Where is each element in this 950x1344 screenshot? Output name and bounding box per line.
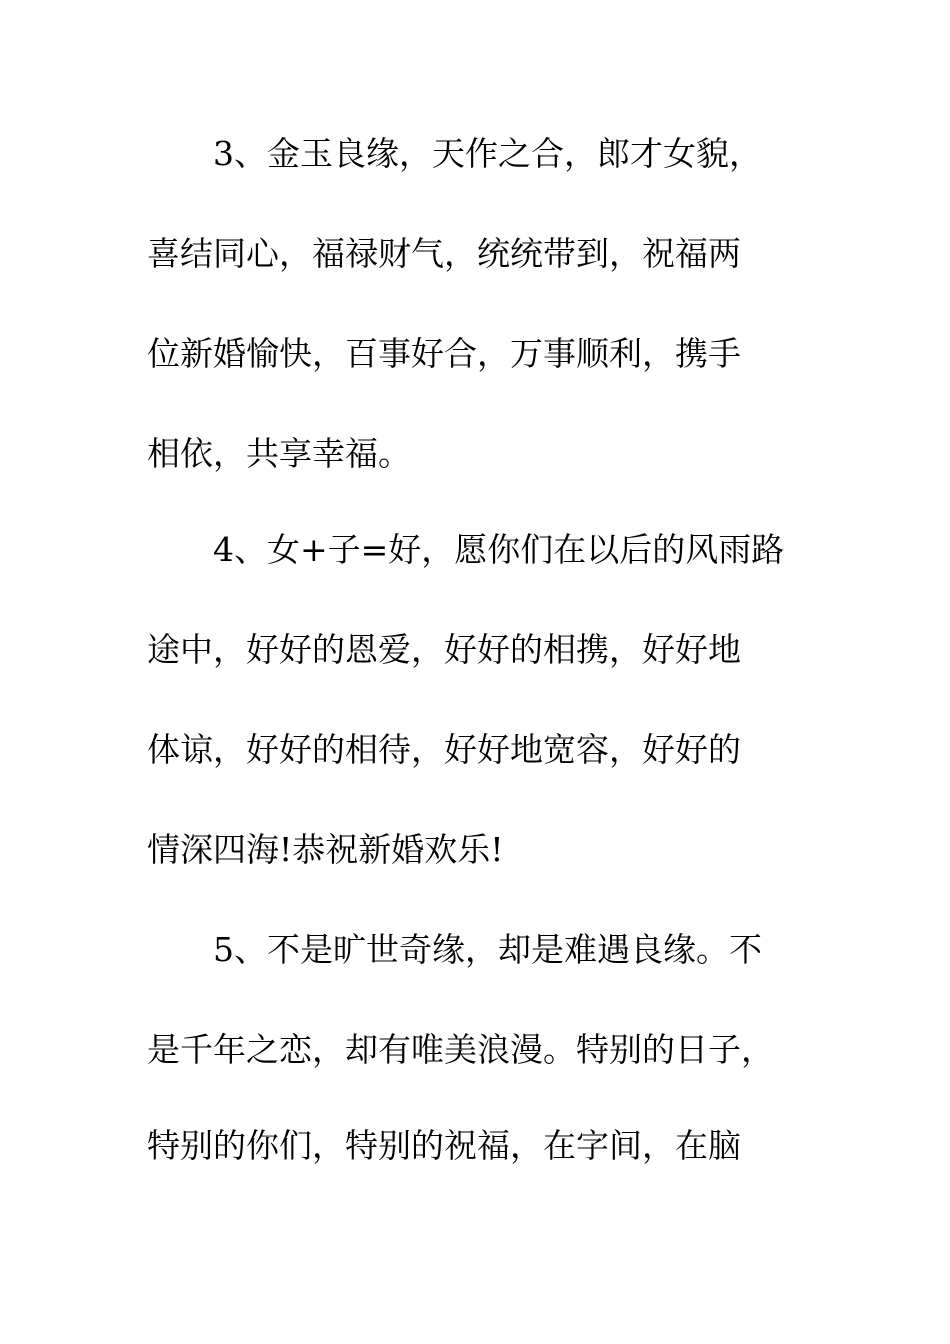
paragraph-line: 是千年之恋，却有唯美浪漫。特别的日子， — [147, 1030, 774, 1069]
paragraph-line: 途中，好好的恩爱，好好的相携，好好地 — [147, 630, 741, 669]
paragraph-line: 情深四海!恭祝新婚欢乐! — [147, 830, 504, 869]
paragraph-line: 喜结同心，福禄财气，统统带到，祝福两 — [147, 234, 741, 273]
paragraph-line: 相依，共享幸福。 — [147, 434, 411, 473]
paragraph-line: 4、女+子=好，愿你们在以后的风雨路 — [213, 530, 785, 569]
paragraph-line: 特别的你们，特别的祝福，在字间，在脑 — [147, 1126, 741, 1165]
paragraph-line: 3、金玉良缘，天作之合，郎才女貌， — [213, 134, 762, 173]
paragraph-line: 体谅，好好的相待，好好地宽容，好好的 — [147, 730, 741, 769]
paragraph-line: 位新婚愉快，百事好合，万事顺利，携手 — [147, 334, 741, 373]
paragraph-line: 5、不是旷世奇缘，却是难遇良缘。不 — [213, 930, 762, 969]
